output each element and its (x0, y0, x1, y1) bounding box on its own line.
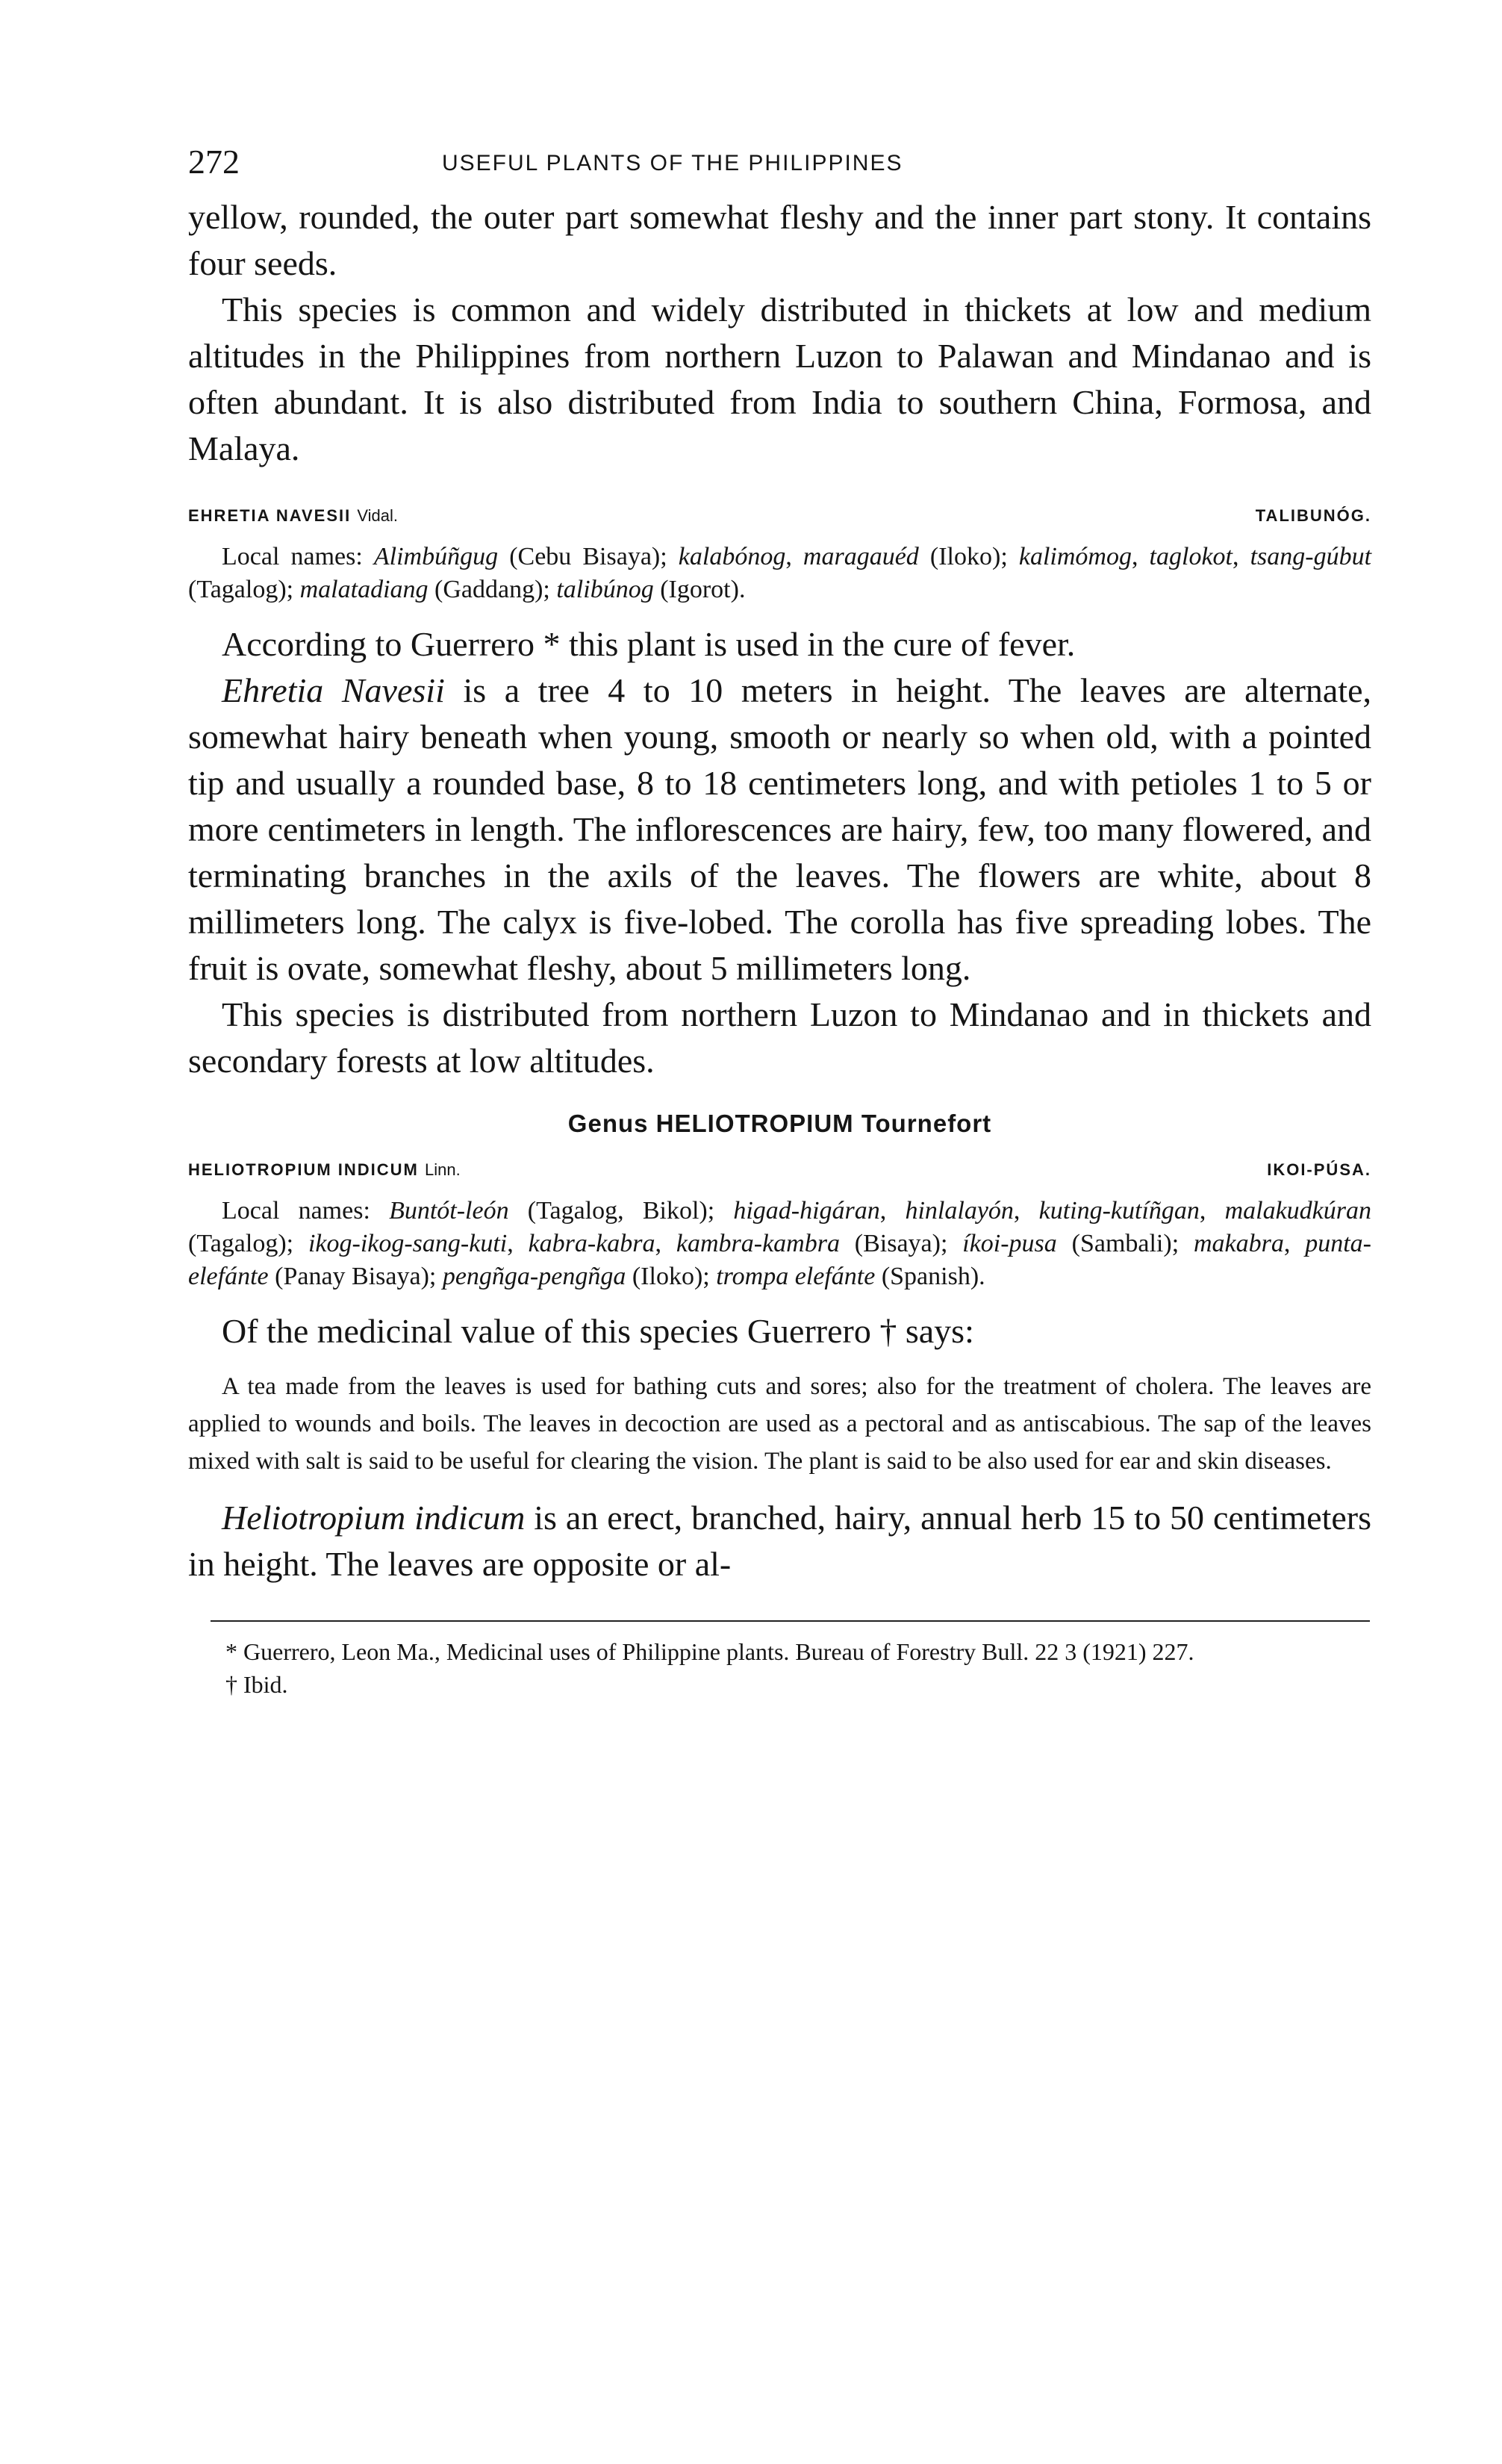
local-names-ehretia: Local names: Alimbúñgug (Cebu Bisaya); kalabónog, maragauéd (Iloko); kalimómog, taglokot, tsang-gúbut (Tagalog); malatadiang (Gaddang); talibúnog (Igorot). (188, 543, 1372, 603)
species-heading-ehretia (188, 500, 1371, 530)
common-name: IKOI-PÚSA. (1267, 1160, 1371, 1179)
local-names-heliotropium: Local names: Buntót-león (Tagalog, Bikol); higad-higáran, hinlalayón, kuting-kutíñgan, malakudkúran (Tagalog); ikog-ikog-sang-kuti, kabra-kabra, kambra-kambra (Bisaya); íkoi-pusa (Sambali); makabra, punta-elefánte (Panay Bisaya); pengñga-pengñga (Iloko); trompa elefánte (Spanish). (188, 1197, 1372, 1290)
common-name: TALIBUNÓG. (1255, 506, 1371, 525)
species-name: HELIOTROPIUM INDICUM Linn. (188, 1160, 461, 1179)
paragraph-fruit: yellow, rounded, the outer part somewhat fleshy and the inner part stony. It contains four seeds. (188, 198, 1371, 282)
footnote-rule (211, 1620, 1370, 1622)
page (188, 134, 1371, 1701)
paragraph-description-ehretia: Ehretia Navesii is a tree 4 to 10 meters in height. The leaves are alternate, somewhat hairy beneath when young, smooth or nearly so when old, with a pointed tip and usually a rounded base, 8 to 18 centimeters long, and with petioles 1 to 5 or more centimeters in length. The inflorescences are hairy, few, too many flowered, and terminating branches in the axils of the leaves. The flowers are white, about 8 millimeters long. The calyx is five-lobed. The corolla has five spreading lobes. The fruit is ovate, somewhat fleshy, about 5 millimeters long. (188, 671, 1372, 987)
species-heading-heliotropium (188, 1154, 1371, 1184)
paragraph-description-heliotropium: Heliotropium indicum is an erect, branched, hairy, annual herb 15 to 50 centimeters in height. The leaves are opposite or al- (188, 1499, 1371, 1583)
paragraph-use: According to Guerrero * this plant is used in the cure of fever. (222, 625, 1076, 663)
running-title: USEFUL PLANTS OF THE PHILIPPINES (442, 151, 903, 175)
footnote-ibid: † Ibid. (225, 1671, 288, 1698)
paragraph-distribution: This species is common and widely distributed in thickets at low and medium altitudes in the Philippines from northern Luzon to Palawan and Mindanao and is often abundant. It is also distributed from India to southern China, Formosa, and Malaya. (188, 290, 1371, 467)
running-head (188, 134, 1371, 194)
block-quote: A tea made from the leaves is used for bathing cuts and sores; also for the treatment of cholera. The leaves are applied to wounds and boils. The leaves in decoction are used as a pectoral and as antiscabious. The sap of the leaves mixed with salt is said to be useful for clearing the vision. The plant is said to be also used for ear and skin diseases. (188, 1373, 1371, 1475)
genus-heading: Genus HELIOTROPIUM Tournefort (567, 1110, 992, 1137)
paragraph-medicinal-intro: Of the medicinal value of this species Guerrero † says: (222, 1312, 974, 1350)
paragraph-distribution-ehretia: This species is distributed from northern Luzon to Mindanao and in thickets and secondary forests at low altitudes. (188, 995, 1371, 1080)
species-name: EHRETIA NAVESII Vidal. (188, 506, 399, 525)
footnote-guerrero: * Guerrero, Leon Ma., Medicinal uses of Philippine plants. Bureau of Forestry Bull. 22 3 (1921) 227. (225, 1638, 1194, 1665)
page-number: 272 (188, 143, 240, 181)
